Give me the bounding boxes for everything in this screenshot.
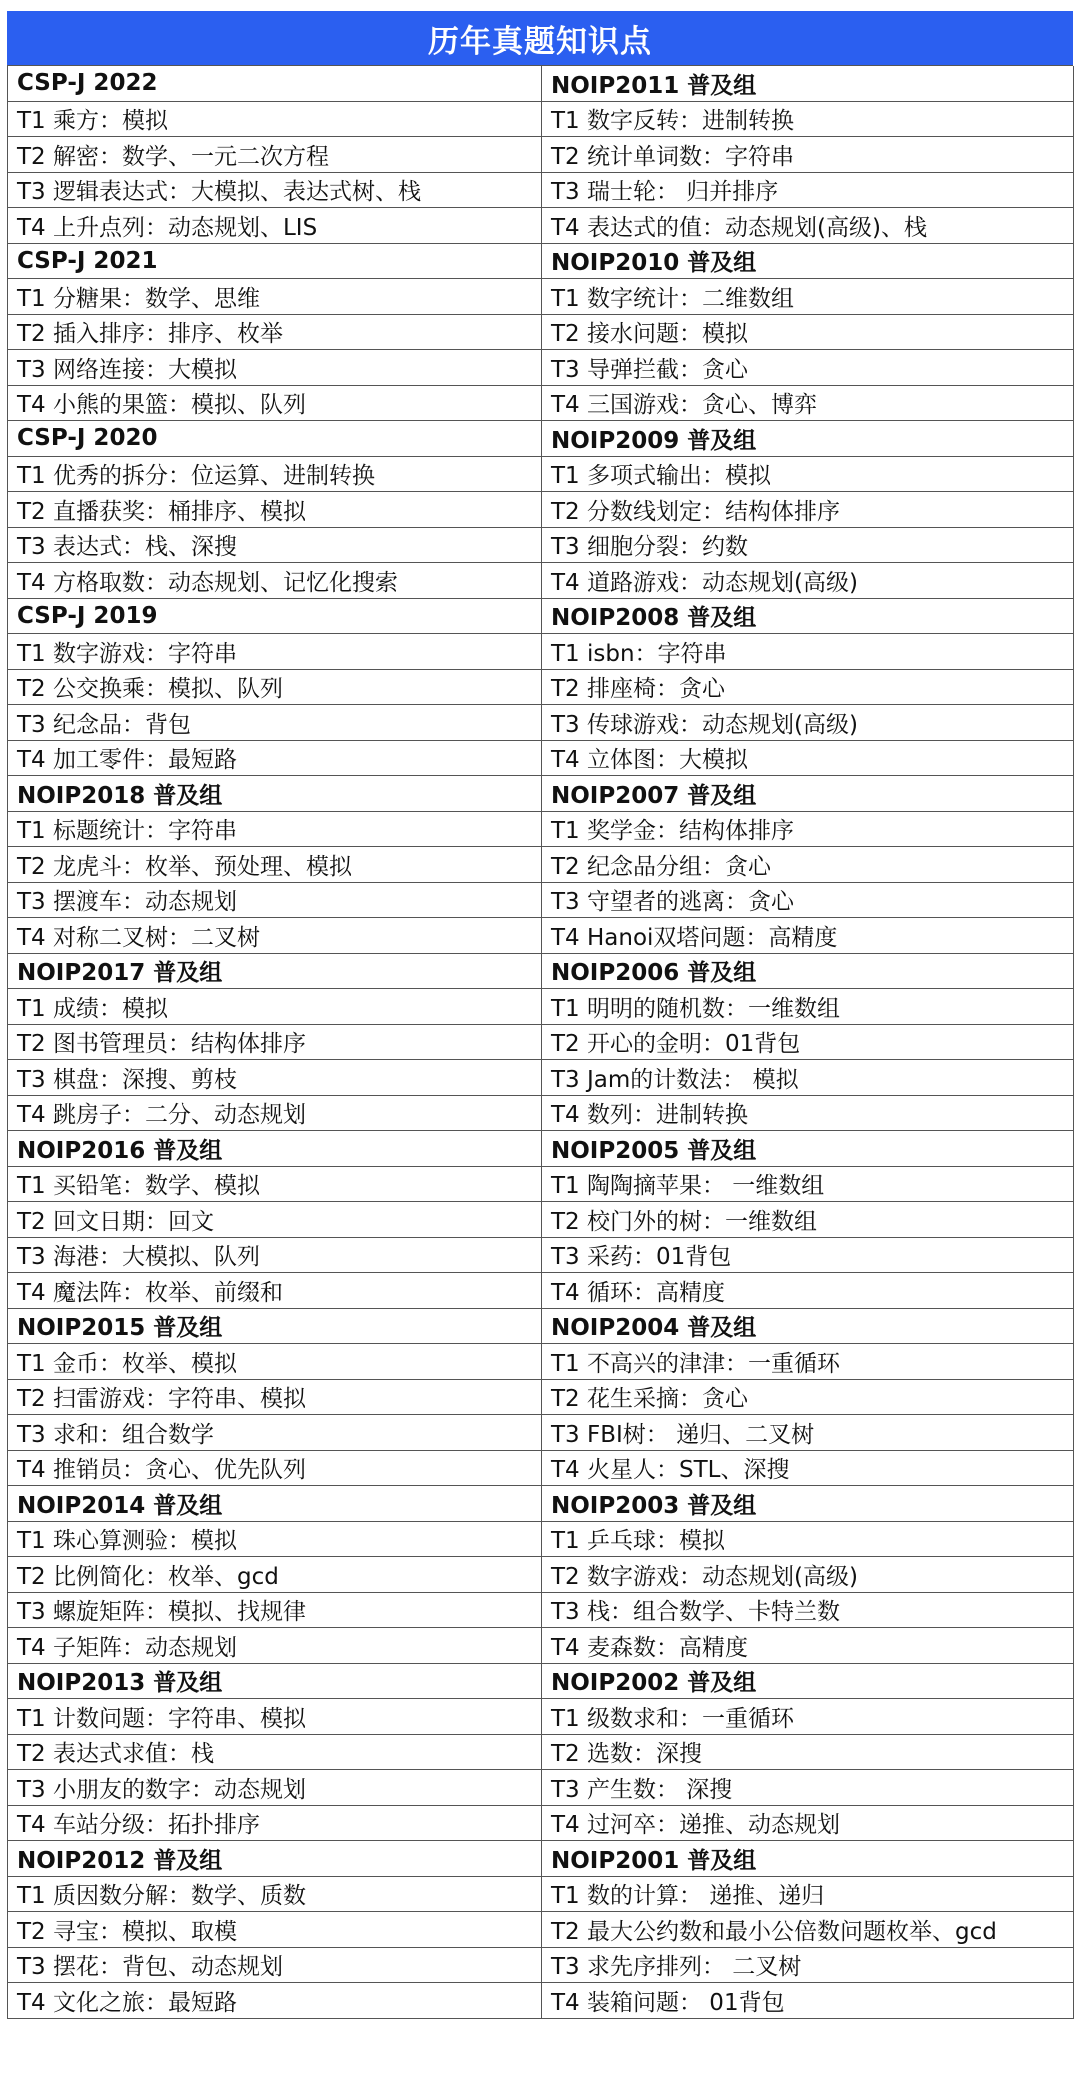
problem-item: T2 公交换乘：模拟、队列 [8, 670, 541, 706]
problem-item: T4 上升点列：动态规划、LIS [8, 208, 541, 244]
problem-item: T3 求和：组合数学 [8, 1415, 541, 1451]
problem-item: T2 花生采摘：贪心 [542, 1380, 1073, 1416]
problem-item: T1 明明的随机数：一维数组 [542, 989, 1073, 1025]
problem-item: T1 奖学金：结构体排序 [542, 812, 1073, 848]
problem-item: T4 推销员：贪心、优先队列 [8, 1451, 541, 1487]
problem-item: T4 小熊的果篮：模拟、队列 [8, 386, 541, 422]
problem-item: T4 文化之旅：最短路 [8, 1983, 541, 2019]
problem-item: T1 乒乓球：模拟 [542, 1522, 1073, 1558]
section-heading: NOIP2009 普及组 [542, 421, 1073, 457]
problem-item: T1 数字统计：二维数组 [542, 279, 1073, 315]
problem-item: T3 Jam的计数法： 模拟 [542, 1060, 1073, 1096]
problem-item: T3 逻辑表达式：大模拟、表达式树、栈 [8, 173, 541, 209]
section-heading: CSP-J 2022 [8, 66, 541, 102]
section-heading: NOIP2006 普及组 [542, 954, 1073, 990]
section-heading: NOIP2013 普及组 [8, 1664, 541, 1700]
problem-item: T3 栈：组合数学、卡特兰数 [542, 1593, 1073, 1629]
problem-item: T3 海港：大模拟、队列 [8, 1238, 541, 1274]
problem-item: T2 开心的金明：01背包 [542, 1025, 1073, 1061]
problem-item: T1 陶陶摘苹果： 一维数组 [542, 1167, 1073, 1203]
problem-item: T1 成绩：模拟 [8, 989, 541, 1025]
right-column [542, 66, 1074, 2019]
section-heading: NOIP2017 普及组 [8, 954, 541, 990]
problem-item: T4 跳房子：二分、动态规划 [8, 1096, 541, 1132]
problem-item: T4 数列：进制转换 [542, 1096, 1073, 1132]
problem-item: T4 道路游戏：动态规划(高级) [542, 563, 1073, 599]
problem-item: T2 寻宝：模拟、取模 [8, 1912, 541, 1948]
section-heading: NOIP2016 普及组 [8, 1131, 541, 1167]
problem-item: T2 校门外的树：一维数组 [542, 1202, 1073, 1238]
problem-item: T1 金币：枚举、模拟 [8, 1344, 541, 1380]
problem-item: T1 级数求和：一重循环 [542, 1699, 1073, 1735]
section-heading: NOIP2002 普及组 [542, 1664, 1073, 1700]
section-heading: NOIP2004 普及组 [542, 1309, 1073, 1345]
problem-item: T4 装箱问题： 01背包 [542, 1983, 1073, 2019]
problem-item: T4 麦森数：高精度 [542, 1628, 1073, 1664]
problem-item: T1 买铅笔：数学、模拟 [8, 1167, 541, 1203]
problem-item: T2 直播获奖：桶排序、模拟 [8, 492, 541, 528]
problem-item: T3 纪念品：背包 [8, 705, 541, 741]
section-heading: NOIP2005 普及组 [542, 1131, 1073, 1167]
problem-item: T3 产生数： 深搜 [542, 1770, 1073, 1806]
left-column [8, 66, 542, 2019]
problem-item: T4 魔法阵：枚举、前缀和 [8, 1273, 541, 1309]
problem-item: T4 加工零件：最短路 [8, 741, 541, 777]
problem-item: T4 火星人：STL、深搜 [542, 1451, 1073, 1487]
problem-item: T2 最大公约数和最小公倍数问题枚举、gcd [542, 1912, 1073, 1948]
problem-item: T2 统计单词数：字符串 [542, 137, 1073, 173]
problem-item: T4 立体图：大模拟 [542, 741, 1073, 777]
problem-item: T4 三国游戏：贪心、博弈 [542, 386, 1073, 422]
problem-item: T4 车站分级：拓扑排序 [8, 1806, 541, 1842]
section-heading: NOIP2014 普及组 [8, 1486, 541, 1522]
problem-item: T3 采药：01背包 [542, 1238, 1073, 1274]
problem-item: T1 质因数分解：数学、质数 [8, 1877, 541, 1913]
problem-item: T3 表达式：栈、深搜 [8, 528, 541, 564]
problem-item: T1 计数问题：字符串、模拟 [8, 1699, 541, 1735]
problem-item: T2 比例简化：枚举、gcd [8, 1557, 541, 1593]
problem-item: T2 回文日期：回文 [8, 1202, 541, 1238]
section-heading: CSP-J 2019 [8, 599, 541, 635]
problem-item: T2 龙虎斗：枚举、预处理、模拟 [8, 847, 541, 883]
problem-item: T2 接水问题：模拟 [542, 315, 1073, 351]
problem-item: T1 珠心算测验：模拟 [8, 1522, 541, 1558]
problem-item: T1 多项式输出：模拟 [542, 457, 1073, 493]
problem-item: T3 求先序排列： 二叉树 [542, 1948, 1073, 1984]
section-heading: NOIP2003 普及组 [542, 1486, 1073, 1522]
problem-item: T4 Hanoi双塔问题：高精度 [542, 918, 1073, 954]
section-heading: NOIP2010 普及组 [542, 244, 1073, 280]
problem-item: T2 图书管理员：结构体排序 [8, 1025, 541, 1061]
problem-item: T2 扫雷游戏：字符串、模拟 [8, 1380, 541, 1416]
problem-item: T1 数的计算： 递推、递归 [542, 1877, 1073, 1913]
problem-item: T3 网络连接：大模拟 [8, 350, 541, 386]
section-heading: NOIP2001 普及组 [542, 1841, 1073, 1877]
problem-item: T2 分数线划定：结构体排序 [542, 492, 1073, 528]
section-heading: NOIP2015 普及组 [8, 1309, 541, 1345]
problem-item: T1 标题统计：字符串 [8, 812, 541, 848]
problem-item: T1 乘方：模拟 [8, 102, 541, 138]
knowledge-table [7, 11, 1073, 2019]
problem-item: T3 FBI树： 递归、二叉树 [542, 1415, 1073, 1451]
problem-item: T4 循环：高精度 [542, 1273, 1073, 1309]
problem-item: T3 棋盘：深搜、剪枝 [8, 1060, 541, 1096]
problem-item: T3 螺旋矩阵：模拟、找规律 [8, 1593, 541, 1629]
problem-item: T3 摆渡车：动态规划 [8, 883, 541, 919]
problem-item: T2 插入排序：排序、枚举 [8, 315, 541, 351]
problem-item: T1 数字游戏：字符串 [8, 634, 541, 670]
problem-item: T4 过河卒：递推、动态规划 [542, 1806, 1073, 1842]
section-heading: NOIP2007 普及组 [542, 776, 1073, 812]
section-heading: CSP-J 2020 [8, 421, 541, 457]
problem-item: T4 对称二叉树：二叉树 [8, 918, 541, 954]
section-heading: NOIP2011 普及组 [542, 66, 1073, 102]
problem-item: T2 纪念品分组：贪心 [542, 847, 1073, 883]
problem-item: T2 选数：深搜 [542, 1735, 1073, 1771]
problem-item: T1 不高兴的津津：一重循环 [542, 1344, 1073, 1380]
section-heading: NOIP2008 普及组 [542, 599, 1073, 635]
problem-item: T2 解密：数学、一元二次方程 [8, 137, 541, 173]
problem-item: T3 瑞士轮： 归并排序 [542, 173, 1073, 209]
problem-item: T3 传球游戏：动态规划(高级) [542, 705, 1073, 741]
problem-item: T1 优秀的拆分：位运算、进制转换 [8, 457, 541, 493]
problem-item: T3 导弹拦截：贪心 [542, 350, 1073, 386]
problem-item: T1 isbn：字符串 [542, 634, 1073, 670]
problem-item: T3 小朋友的数字：动态规划 [8, 1770, 541, 1806]
problem-item: T4 方格取数：动态规划、记忆化搜索 [8, 563, 541, 599]
section-heading: CSP-J 2021 [8, 244, 541, 280]
problem-item: T3 摆花：背包、动态规划 [8, 1948, 541, 1984]
problem-item: T1 分糖果：数学、思维 [8, 279, 541, 315]
problem-item: T3 守望者的逃离：贪心 [542, 883, 1073, 919]
problem-item: T4 表达式的值：动态规划(高级)、栈 [542, 208, 1073, 244]
section-heading: NOIP2012 普及组 [8, 1841, 541, 1877]
problem-item: T2 排座椅：贪心 [542, 670, 1073, 706]
problem-item: T3 细胞分裂：约数 [542, 528, 1073, 564]
table-grid [7, 65, 1073, 2019]
problem-item: T4 子矩阵：动态规划 [8, 1628, 541, 1664]
page-title: 历年真题知识点 [7, 11, 1073, 65]
problem-item: T2 数字游戏：动态规划(高级) [542, 1557, 1073, 1593]
problem-item: T2 表达式求值：栈 [8, 1735, 541, 1771]
section-heading: NOIP2018 普及组 [8, 776, 541, 812]
problem-item: T1 数字反转：进制转换 [542, 102, 1073, 138]
